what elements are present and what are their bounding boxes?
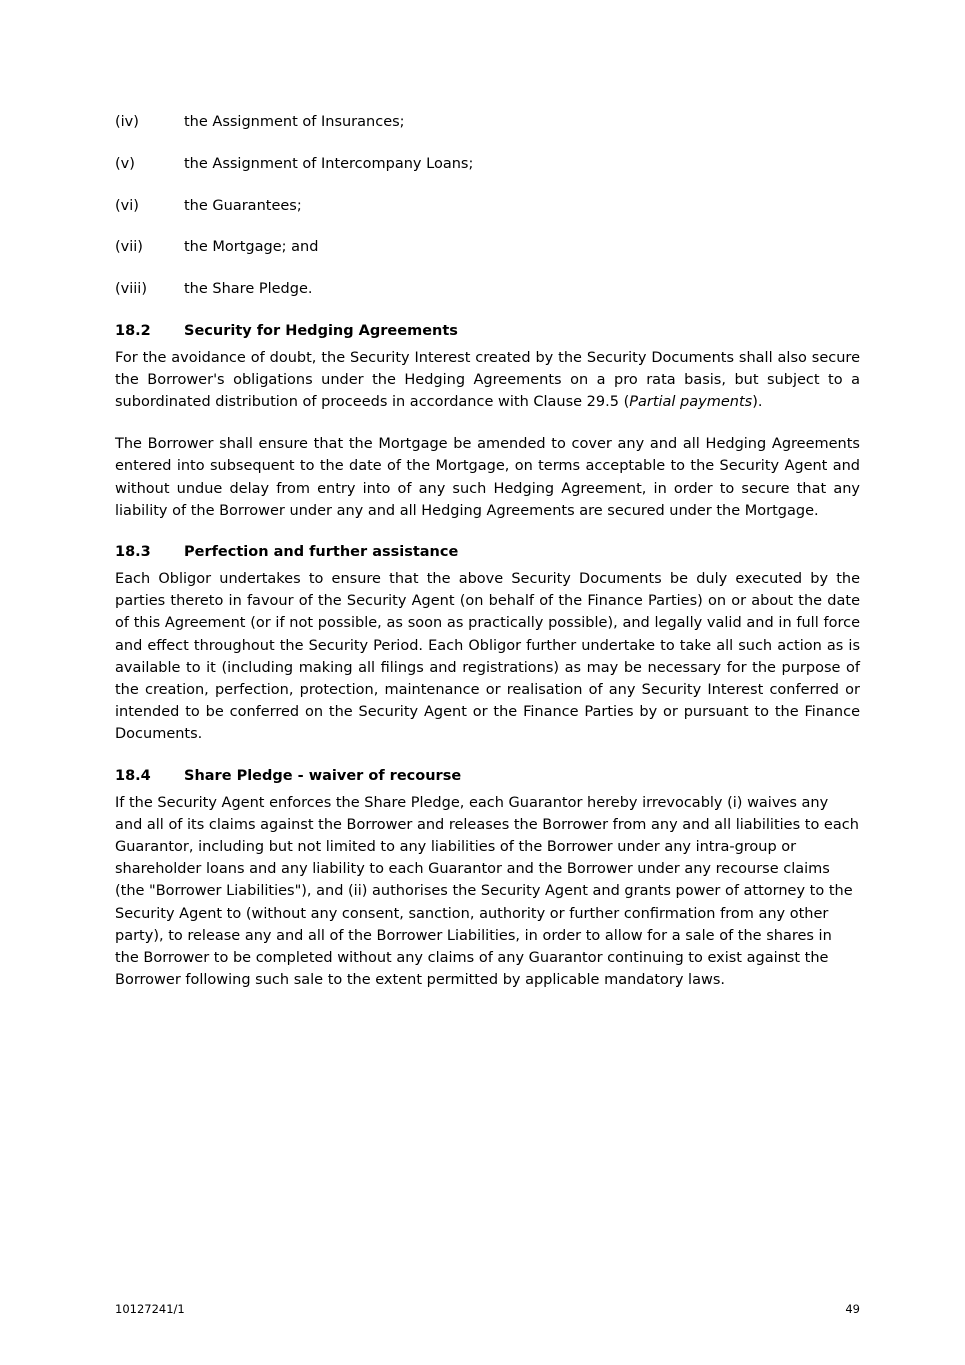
- list-item-text: the Mortgage; and: [184, 239, 319, 256]
- section-heading-18-4: [115, 765, 860, 787]
- list-item-number: (vii): [115, 239, 143, 256]
- section-18-4-paragraph: If the Security Agent enforces the Share Pledge, each Guarantor hereby irrevocably (i) waives any and all of its claims against the Borrower and releases the Borrower from any and all liabilities to each Guarantor, including but not limited to any liabilities of the Borrower under any intra-group or shareholder loans and any liability to each Guarantor and the Borrower under any recourse claims (the "Borrower Liabilities"), and (ii) authorises the Security Agent and grants power of attorney to the Security Agent to (without any consent, sanction, authority or further confirmation from any other party), to release any and all of the Borrower Liabilities, in order to allow for a sale of the shares in the Borrower to be completed without any claims of any Guarantor continuing to exist against the Borrower following such sale to the extent permitted by applicable mandatory laws.: [115, 794, 859, 989]
- paragraph-text: ).: [752, 394, 763, 411]
- list-item: [115, 111, 860, 133]
- paragraph-text: For the avoidance of doubt, the Security Interest created by the Security Documents shall also secure the Borrower's obligations under the Hedging Agreements on a pro rata basis, but subject to a subordinated distribution of proceeds in accordance with Clause 29.5 (: [115, 349, 860, 411]
- section-18-3-paragraph: Each Obligor undertakes to ensure that the above Security Documents be duly executed by the parties thereto in favour of the Security Agent (on behalf of the Finance Parties) on or about the date of this Agreement (or if not possible, as soon as practically possible), and legally valid and in full force and effect throughout the Security Period. Each Obligor further undertake to take all such action as is available to it (including making all filings and registrations) as may be necessary for the purpose of the creation, perfection, protection, maintenance or realisation of any Security Interest conferred or intended to be conferred on the Security Agent or the Finance Parties by or pursuant to the Finance Documents.: [115, 570, 860, 743]
- list-item-number: (vi): [115, 197, 139, 214]
- list-item-text: the Guarantees;: [184, 197, 302, 214]
- document-reference: 10127241/1: [115, 1302, 185, 1316]
- list-item-text: the Share Pledge.: [184, 281, 313, 298]
- section-heading-18-2: [115, 320, 860, 342]
- section-title: Share Pledge - waiver of recourse: [184, 767, 462, 784]
- clause-reference-title: Partial payments: [629, 394, 753, 411]
- list-item-number: (viii): [115, 281, 147, 298]
- document-page: [115, 111, 860, 991]
- section-title: Perfection and further assistance: [184, 543, 459, 560]
- list-item-number: (iv): [115, 114, 139, 130]
- page-number: 49: [845, 1302, 860, 1316]
- section-heading-18-3: [115, 541, 860, 563]
- list-item: [115, 195, 860, 217]
- section-number: 18.3: [115, 543, 151, 560]
- section-18-2-paragraph-2: The Borrower shall ensure that the Mortgage be amended to cover any and all Hedging Agreements entered into subsequent to the date of the Mortgage, on terms acceptable to the Security Agent and without undue delay from entry into of any such Hedging Agreement, in order to secure that any liability of the Borrower under any and all Hedging Agreements are secured under the Mortgage.: [115, 436, 860, 519]
- list-item: [115, 236, 860, 258]
- list-item: [115, 278, 860, 300]
- list-item-text: the Assignment of Insurances;: [184, 114, 405, 130]
- list-item-text: the Assignment of Intercompany Loans;: [184, 155, 474, 172]
- section-number: 18.2: [115, 322, 151, 339]
- list-item: [115, 153, 860, 175]
- page-footer: [115, 1301, 860, 1317]
- section-number: 18.4: [115, 767, 151, 784]
- list-item-number: (v): [115, 155, 135, 172]
- section-title: Security for Hedging Agreements: [184, 322, 458, 339]
- section-18-2-paragraph-1: [115, 347, 860, 414]
